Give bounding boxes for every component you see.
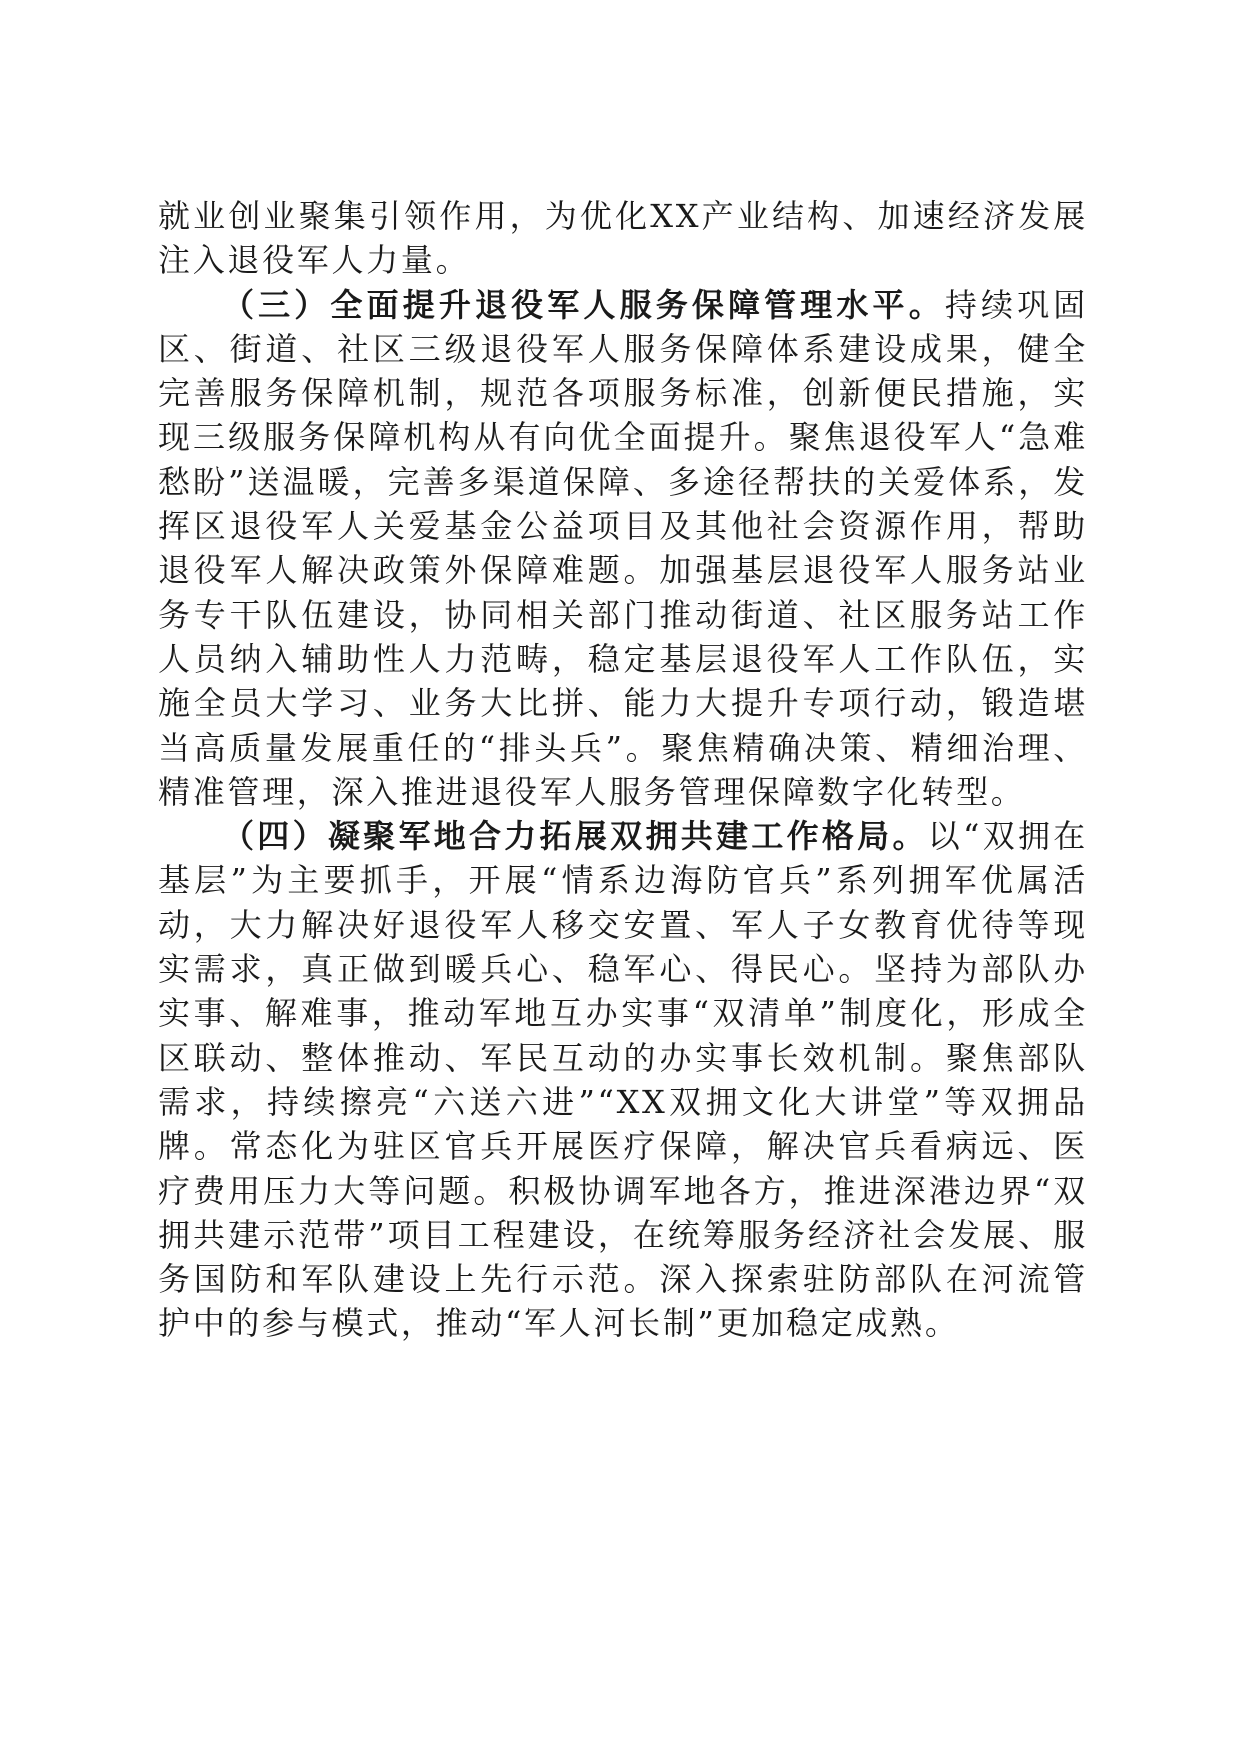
- document-body: [158, 194, 1088, 1346]
- paragraph-text: 持续巩固区、街道、社区三级退役军人服务保障体系建设成果，健全完善服务保障机制，规范各项服务标准，创新便民措施，实现三级服务保障机构从有向优全面提升。聚焦退役军人“急难愁盼”送温暖，完善多渠道保障、多途径帮扶的关爱体系，发挥区退役军人关爱基金公益项目及其他社会资源作用，帮助退役军人解决政策外保障难题。加强基层退役军人服务站业务专干队伍建设，协同相关部门推动街道、社区服务站工作人员纳入辅助性人力范畴，稳定基层退役军人工作队伍，实施全员大学习、业务大比拼、能力大提升专项行动，锻造堪当高质量发展重任的“排头兵”。聚焦精确决策、精细治理、精准管理，深入推进退役军人服务管理保障数字化转型。: [158, 285, 1088, 811]
- paragraph-section-3: [158, 283, 1088, 815]
- paragraph-section-4: [158, 814, 1088, 1346]
- paragraph-text: 就业创业聚集引领作用，为优化XX产业结构、加速经济发展注入退役军人力量。: [158, 197, 1088, 280]
- section-heading-3: （三）全面提升退役军人服务保障管理水平。: [222, 285, 945, 324]
- paragraph-text: 以“双拥在基层”为主要抓手，开展“情系边海防官兵”系列拥军优属活动，大力解决好退役军人移交安置、军人子女教育优待等现实需求，真正做到暖兵心、稳军心、得民心。坚持为部队办实事、解难事，推动军地互办实事“双清单”制度化，形成全区联动、整体推动、军民互动的办实事长效机制。聚焦部队需求，持续擦亮“六送六进”“XX双拥文化大讲堂”等双拥品牌。常态化为驻区官兵开展医疗保障，解决官兵看病远、医疗费用压力大等问题。积极协调军地各方，推进深港边界“双拥共建示范带”项目工程建设，在统筹服务经济社会发展、服务国防和军队建设上先行示范。深入探索驻防部队在河流管护中的参与模式，推动“军人河长制”更加稳定成熟。: [158, 817, 1088, 1343]
- paragraph-continuation: [158, 194, 1088, 283]
- section-heading-4: （四）凝聚军地合力拓展双拥共建工作格局。: [222, 817, 928, 856]
